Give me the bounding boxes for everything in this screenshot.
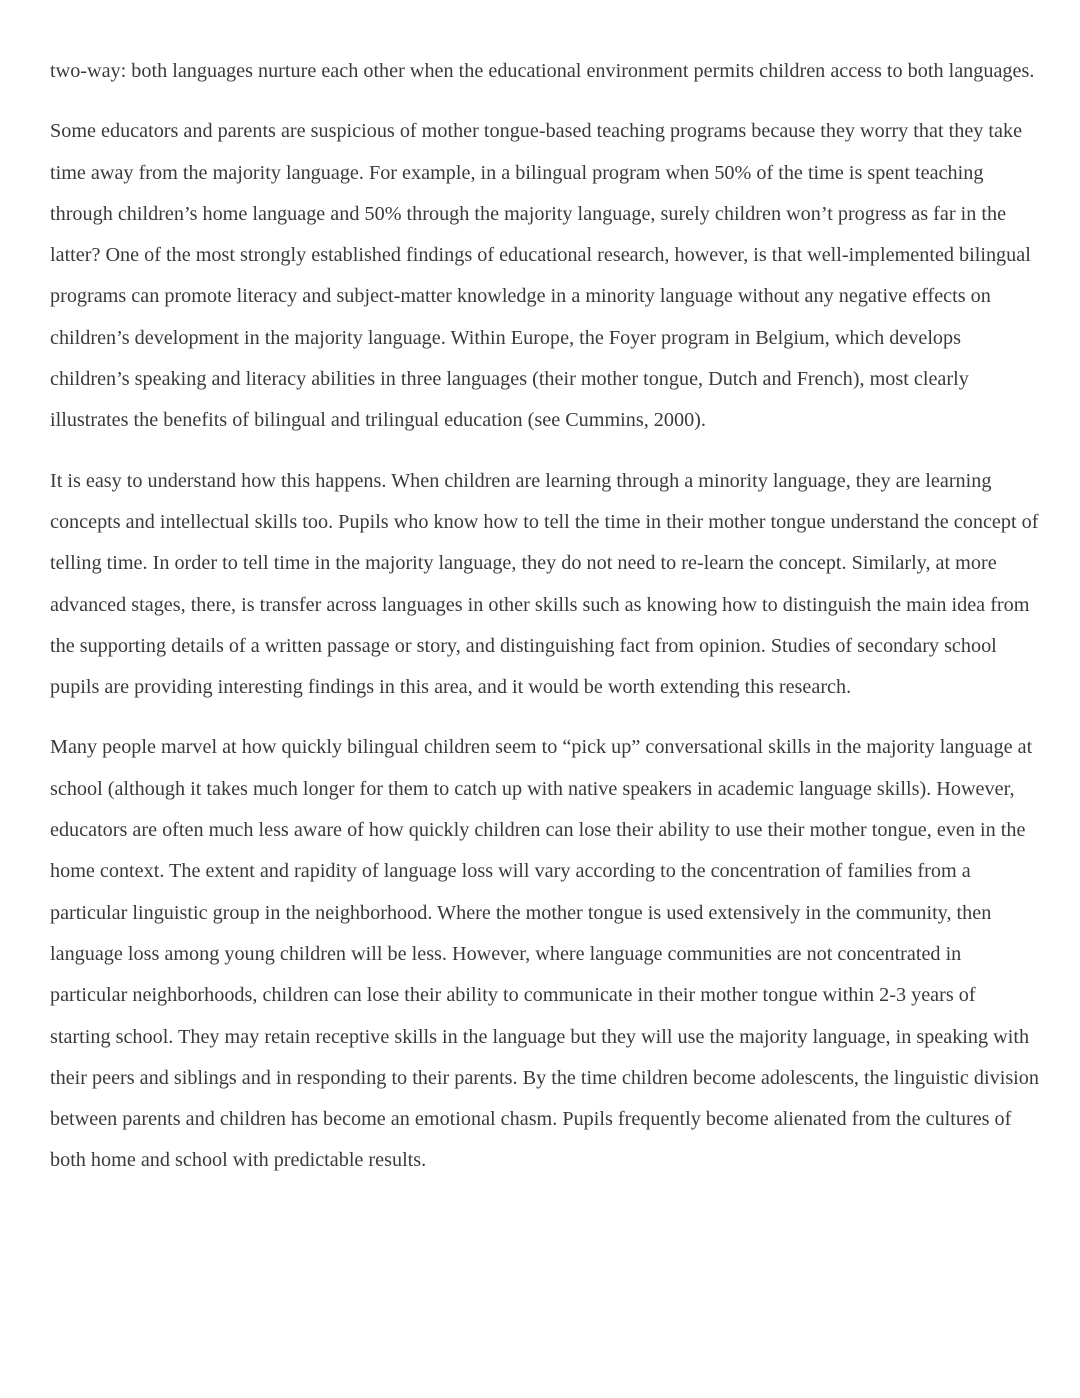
paragraph-3: It is easy to understand how this happens. When children are learning through a minority language, they are learning concepts and intellectual skills too. Pupils who know how to tell the time in their mother tongue understand the concept of telling time. In order to tell time in the majority language, they do not need to re-learn the concept. Similarly, at more advanced stages, there, is transfer across languages in other skills such as knowing how to distinguish the main idea from the supporting details of a written passage or story, and distinguishing fact from opinion. Studies of secondary school pupils are providing interesting findings in this area, and it would be worth extending this research. <box>50 469 1039 699</box>
paragraph-1: two-way: both languages nurture each other when the educational environment permits children access to both languages. <box>50 60 1035 82</box>
document-page <box>50 51 1040 1201</box>
paragraph-2: Some educators and parents are suspicious of mother tongue-based teaching programs because they worry that they take time away from the majority language. For example, in a bilingual program when 50% of the time is spent teaching through children’s home language and 50% through the majority language, surely children won’t progress as far in the latter? One of the most strongly established findings of educational research, however, is that well-implemented bilingual programs can promote literacy and subject-matter knowledge in a minority language without any negative effects on children’s development in the majority language. Within Europe, the Foyer program in Belgium, which develops children’s speaking and literacy abilities in three languages (their mother tongue, Dutch and French), most clearly illustrates the benefits of bilingual and trilingual education (see Cummins, 2000). <box>50 120 1031 432</box>
paragraph-4: Many people marvel at how quickly bilingual children seem to “pick up” conversational skills in the majority language at school (although it takes much longer for them to catch up with native speakers in academic language skills). However, educators are often much less aware of how quickly children can lose their ability to use their mother tongue, even in the home context. The extent and rapidity of language loss will vary according to the concentration of families from a particular linguistic group in the neighborhood. Where the mother tongue is used extensively in the community, then language loss among young children will be less. However, where language communities are not concentrated in particular neighborhoods, children can lose their ability to communicate in their mother tongue within 2-3 years of starting school. They may retain receptive skills in the language but they will use the majority language, in speaking with their peers and siblings and in responding to their parents. By the time children become adolescents, the linguistic division between parents and children has become an emotional chasm. Pupils frequently become alienated from the cultures of both home and school with predictable results. <box>50 736 1039 1172</box>
